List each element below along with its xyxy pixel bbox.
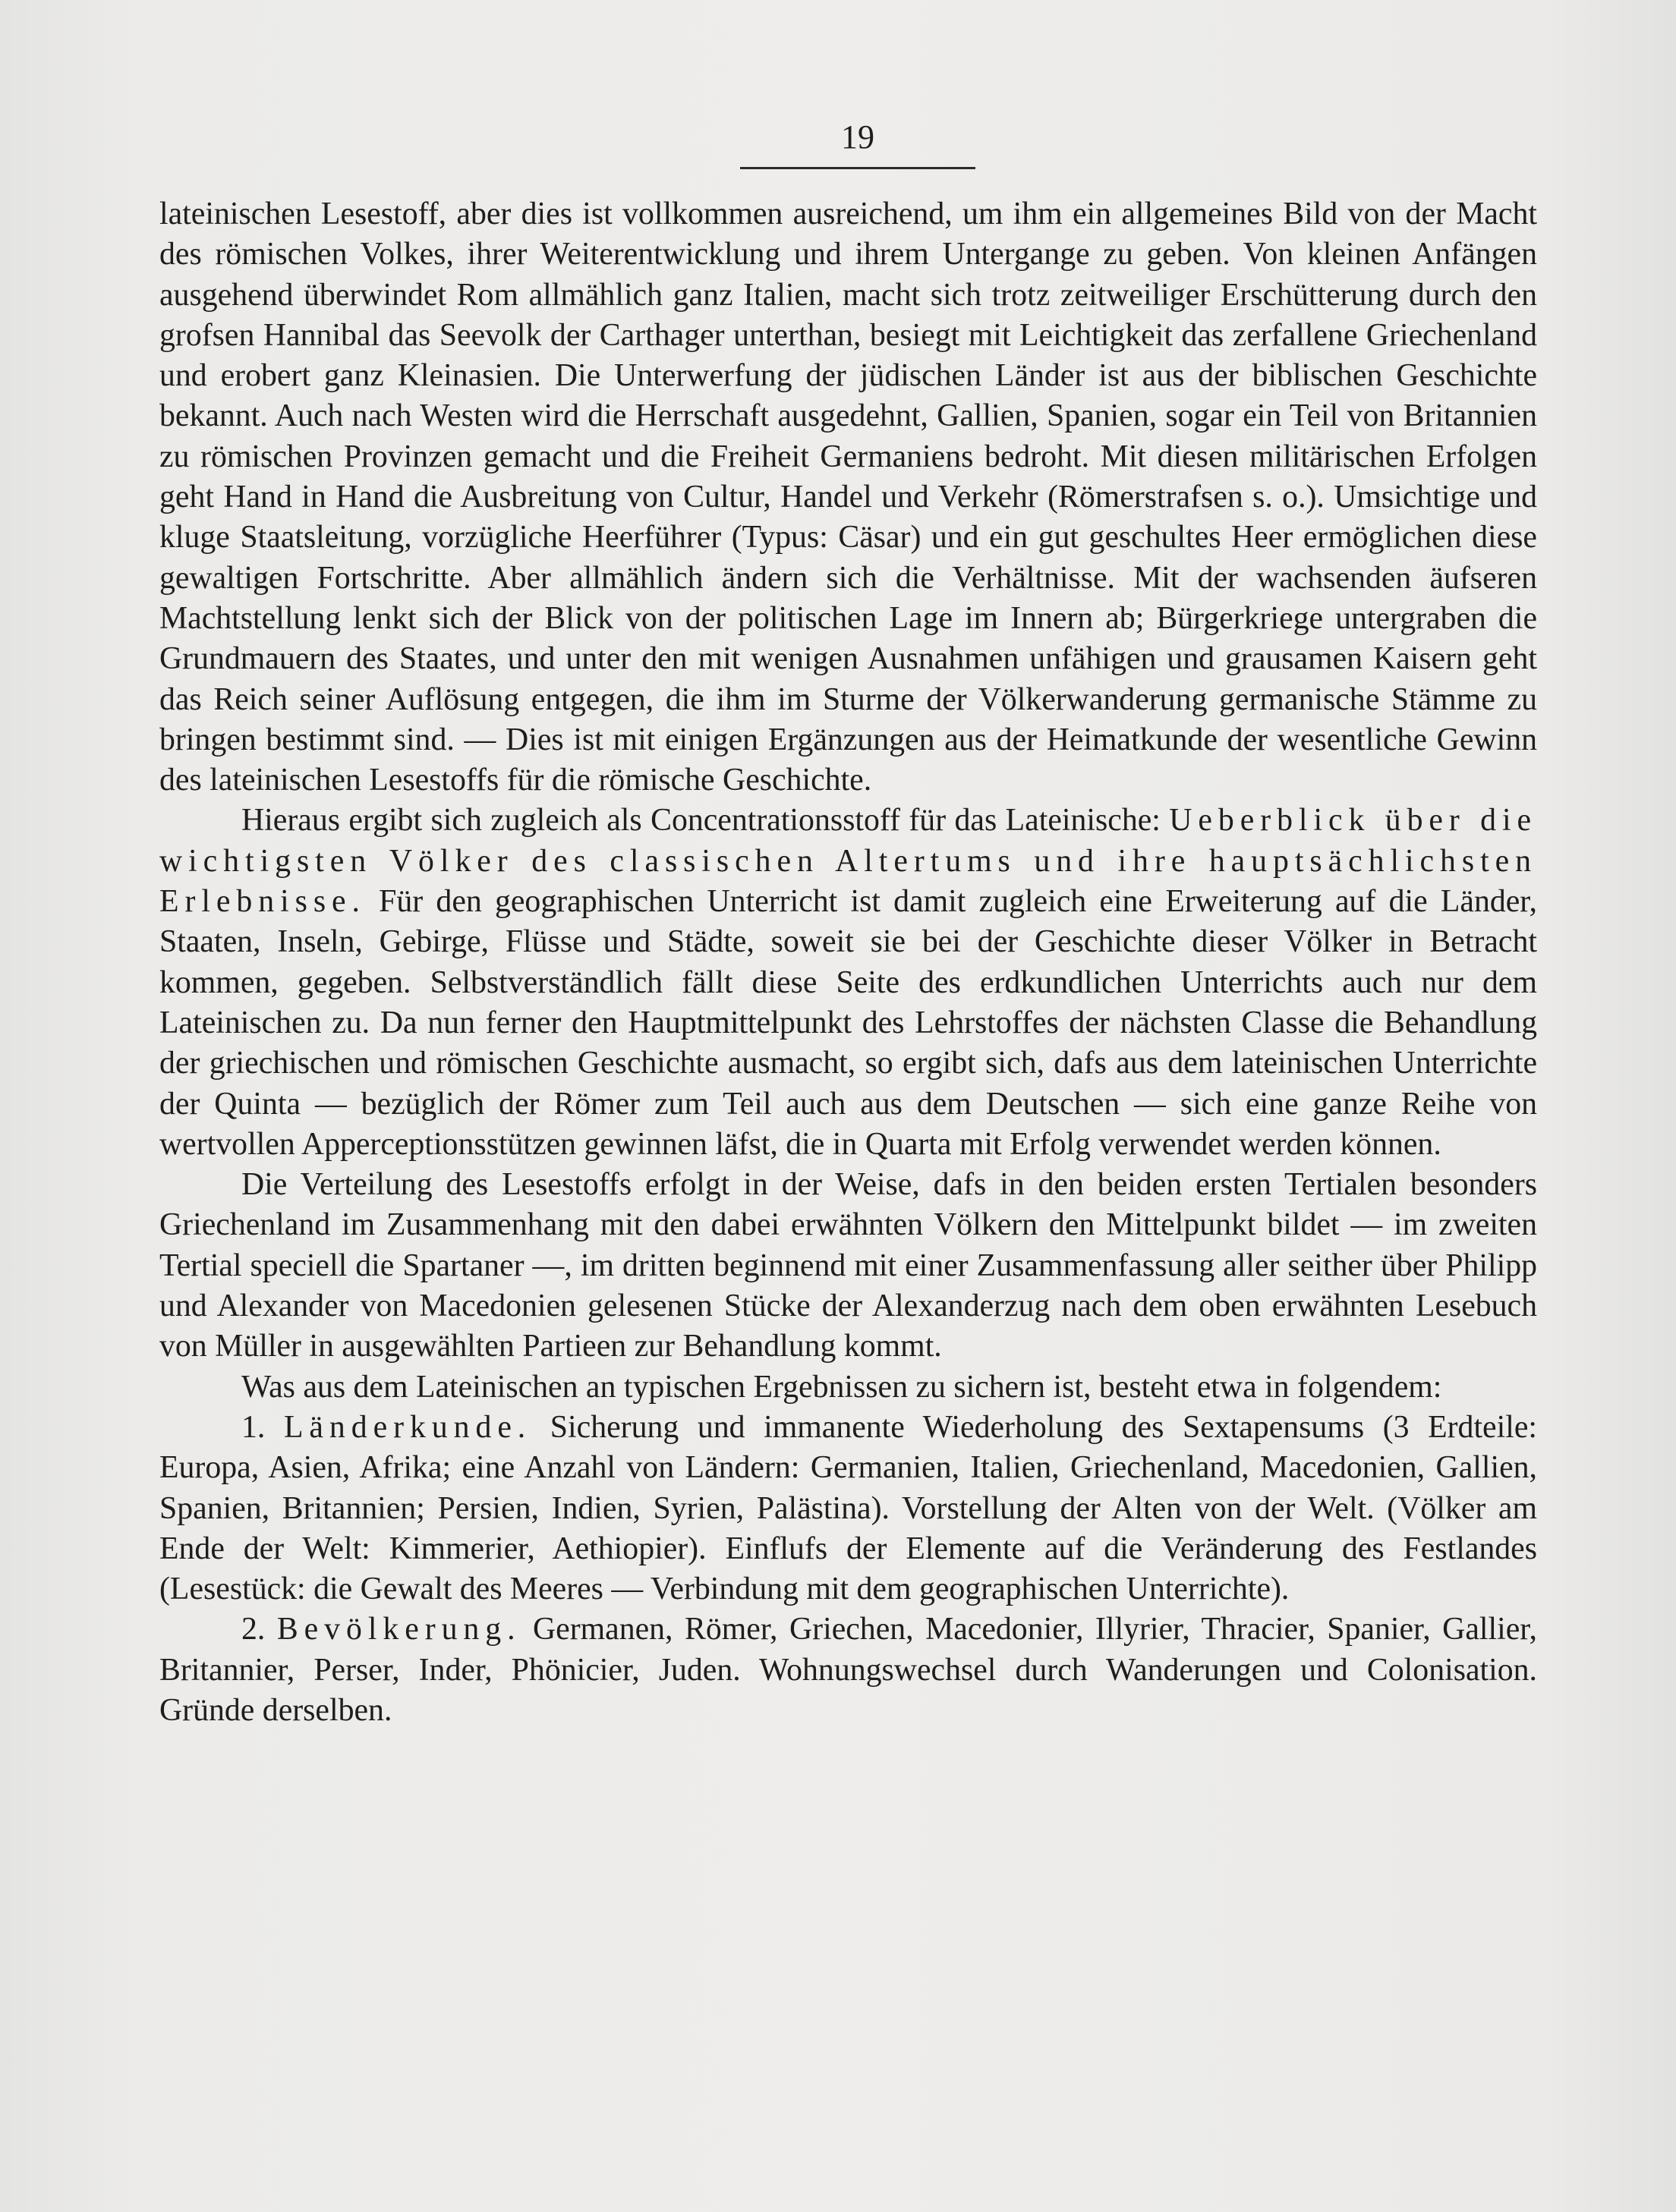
list-item-bevoelkerung [159,1609,1537,1731]
list-item-text: Germanen, Römer, Griechen, Macedonier, Illyrier, Thracier, Spanier, Gallier, Britannier, Perser, Inder, Phönicier, Juden. Wohnungswechsel durch Wanderungen und Colonisation. Gründe derselben. [159,1612,1538,1728]
paragraph-roman-history: lateinischen Lesestoff, aber dies ist vollkommen ausreichend, um ihm ein allgemeines Bild von der Macht des römischen Volkes, ihrer Weiterentwicklung und ihrem Untergange zu geben. Von kleinen Anfängen ausgehend überwindet Rom allmählich ganz Italien, macht sich trotz zeitweiliger Erschütterung durch den grofsen Hannibal das Seevolk der Carthager unterthan, besiegt mit Leichtigkeit das zerfallene Griechenland und erobert ganz Kleinasien. Die Unterwerfung der jüdischen Länder ist aus der biblischen Geschichte bekannt. Auch nach Westen wird die Herrschaft ausgedehnt, Gallien, Spanien, sogar ein Teil von Britannien zu römischen Provinzen gemacht und die Freiheit Germaniens bedroht. Mit diesen militärischen Erfolgen geht Hand in Hand die Ausbreitung von Cultur, Handel und Verkehr (Römerstrafsen s. o.). Umsichtige und kluge Staatsleitung, vorzügliche Heerführer (Typus: Cäsar) und ein gut geschultes Heer ermöglichen diese gewaltigen Fortschritte. Aber allmählich ändern sich die Verhältnisse. Mit der wachsenden äufseren Machtstellung lenkt sich der Blick von der politischen Lage im Innern ab; Bürgerkriege untergraben die Grundmauern des Staates, und unter den mit wenigen Ausnahmen unfähigen und grausamen Kaisern geht das Reich seiner Auflösung entgegen, die ihm im Sturme der Völkerwanderung germanische Stämme zu bringen bestimmt sind. — Dies ist mit einigen Ergänzungen aus der Heimatkunde der wesentliche Gewinn des lateinischen Lesestoffs für die römische Geschichte. [159,197,1537,798]
spaced-emphasis-overview: Ueberblick über die wichtigsten Völker des classischen Altertums und ihre hauptsächlichsten Erlebnisse. [159,803,1537,920]
list-item-number: 1. [241,1409,266,1445]
paragraph-distribution: Die Verteilung des Lesestoffs erfolgt in der Weise, dafs in den beiden ersten Tertialen besonders Griechenland im Zusammenhang mit den dabei erwähnten Völkern den Mittelpunkt bildet — im zweiten Tertial speciell die Spartaner —, im dritten beginnend mit einer Zusammenfassung aller seither über Philipp und Alexander von Macedonien gelesenen Stücke der Alexanderzug nach dem oben erwähnten Lesebuch von Müller in ausgewählten Partieen zur Behandlung kommt. [159,1167,1537,1364]
page-number: 19 [740,118,975,169]
paragraph-concentration-rest: Für den geographischen Unterricht ist damit zugleich eine Erweiterung auf die Länder, Staaten, Inseln, Gebirge, Flüsse und Städte, soweit sie bei der Geschichte dieser Völker in Betracht kommen, gegeben. Selbstverständlich fällt diese Seite des erdkundlichen Unterrichts auch nur dem Lateinischen zu. Da nun ferner den Hauptmittelpunkt des Lehrstoffes der nächsten Classe die Behandlung der griechischen und römischen Geschichte ausmacht, so ergibt sich, dafs aus dem lateinischen Unterrichte der Quinta — bezüglich der Römer zum Teil auch aus dem Deutschen — sich eine ganze Reihe von wertvollen Apperceptionsstützen gewinnen läfst, die in Quarta mit Erfolg verwendet werden können. [159,884,1537,1162]
paragraph-concentration-lead: Hieraus ergibt sich zugleich als Concentrationsstoff für das Lateinische: [241,803,1170,839]
list-item-text: Sicherung und immanente Wiederholung des Sextapensums (3 Erdteile: Europa, Asien, Afrika; eine Anzahl von Ländern: Germanien, Italien, Griechenland, Macedonien, Gallien, Spanien, Britannien; Persien, Indien, Syrien, Palästina). Vorstellung der Alten von der Welt. (Völker am Ende der Welt: Kimmerier, Aethiopier). Einflufs der Elemente auf die Veränderung des Festlandes (Lesestück: die Gewalt des Meeres — Verbindung mit dem geographischen Unterrichte). [159,1409,1537,1607]
paragraph-concentration [159,801,1537,1165]
body-text [159,194,1537,1731]
list-item-number: 2. [241,1612,266,1647]
paragraph-results-intro: Was aus dem Lateinischen an typischen Ergebnissen zu sichern ist, besteht etwa in folgendem: [241,1369,1442,1405]
list-item-laenderkunde [159,1408,1537,1609]
list-item-heading: Länderkunde. [283,1409,532,1445]
list-item-heading: Bevölkerung. [276,1612,521,1647]
